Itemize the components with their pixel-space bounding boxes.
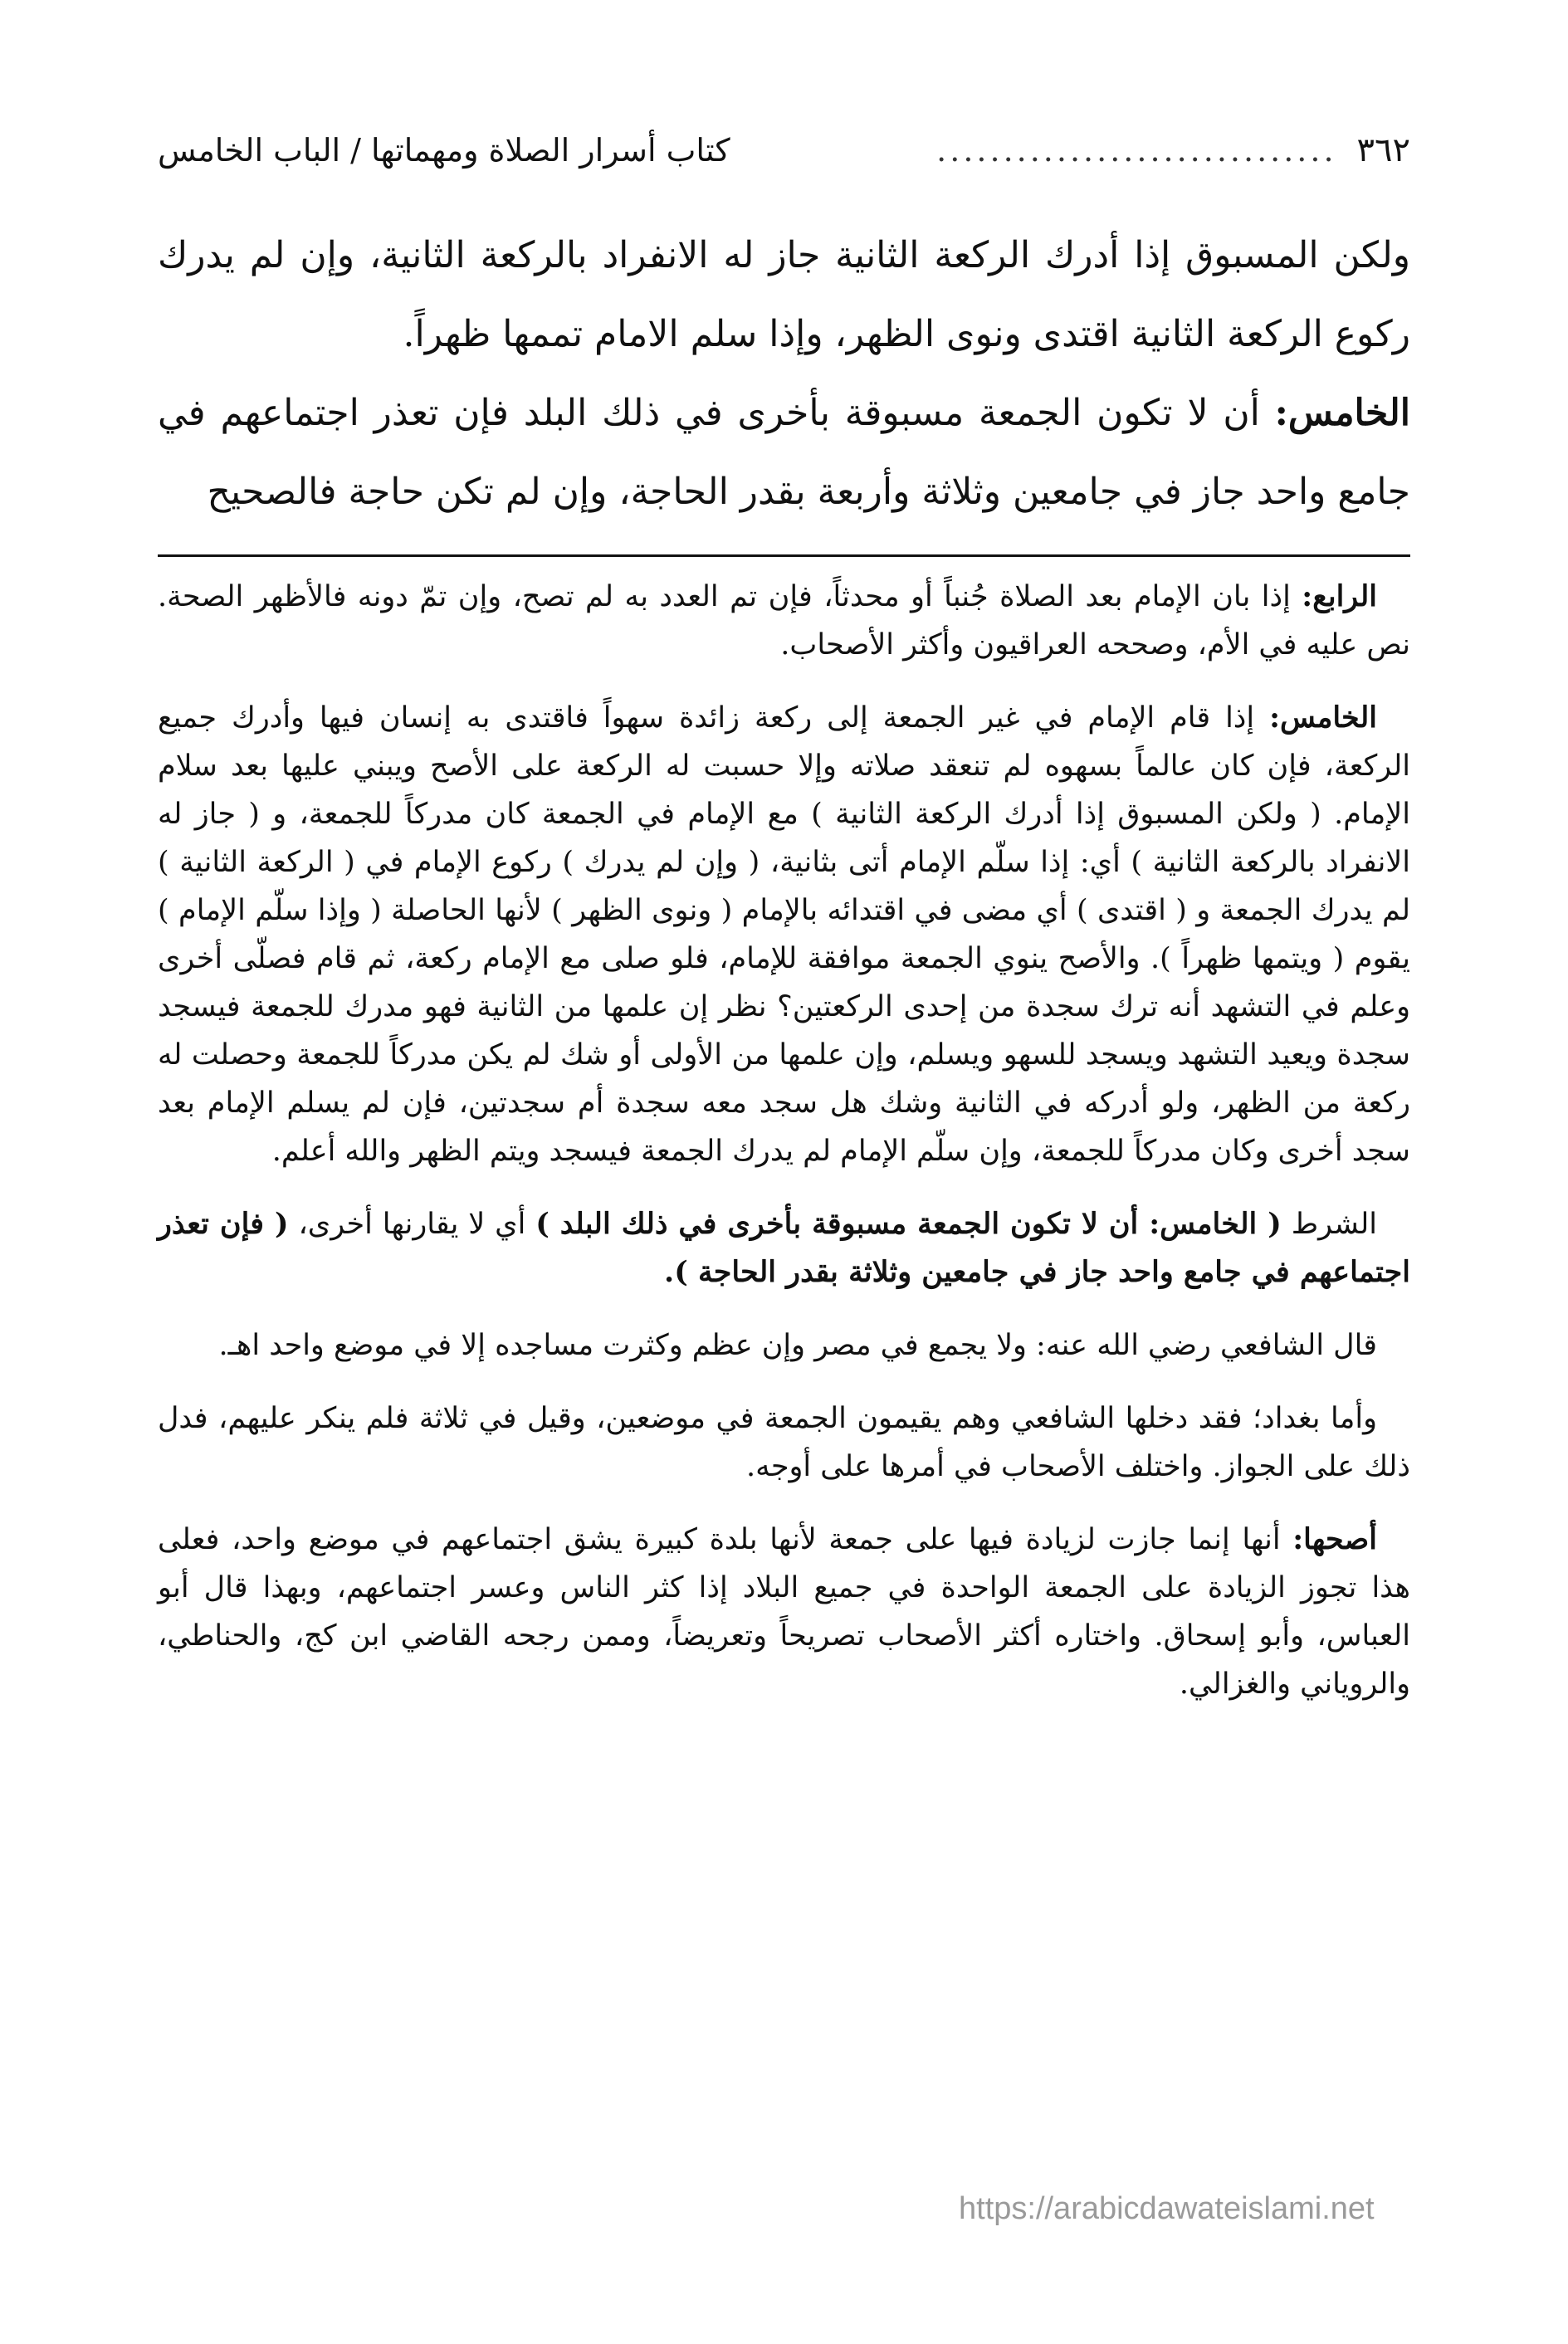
header-leader-dots: .............................. — [936, 132, 1337, 168]
chapter-title: كتاب أسرار الصلاة ومهماتها / الباب الخامس — [158, 132, 730, 168]
note-3-quote-1: ( الخامس: أن لا تكون الجمعة مسبوقة بأخرى في ذلك البلد ) — [535, 1207, 1282, 1241]
note-paragraph-1 — [158, 573, 1410, 669]
note-6-lead: أصحها: — [1292, 1522, 1377, 1556]
note-6-text: أنها إنما جازت لزيادة فيها على جمعة لأنها بلدة كبيرة يشق اجتماعهم في موضع واحد، فعلى هذا تجوز الزيادة على الجمعة الواحدة في جميع البلاد إذا كثر الناس وعسر اجتماعهم، وبهذا قال أبو العباس، وأبو إسحاق. واختاره أكثر الأصحاب تصريحاً وتعريضاً، وممن رجحه القاضي ابن كج، والحناطي، والروياني والغزالي. — [158, 1523, 1410, 1701]
commentary-section — [158, 573, 1410, 1733]
watermark-url: https://arabicdawateislami.net — [959, 2191, 1375, 2226]
main-paragraph-2-lead: الخامس: — [1274, 392, 1410, 434]
note-1-text: إذا بان الإمام بعد الصلاة جُنباً أو محدثاً، فإن تم العدد به لم تصح، وإن تمّ دونه فالأظهر الصحة. نص عليه في الأم، وصححه العراقيون وأكثر الأصحاب. — [158, 580, 1410, 662]
note-2-lead: الخامس: — [1269, 701, 1377, 735]
note-3-pre: الشرط — [1281, 1208, 1377, 1241]
note-1-lead: الرابع: — [1302, 579, 1377, 613]
note-2-text: إذا قام الإمام في غير الجمعة إلى ركعة زائدة سهواً فاقتدى به إنسان فيها وأدرك جميع الركعة، فإن كان عالماً بسهوه لم تنعقد صلاته وإلا حسبت له الركعة على الأصح ويبني عليها بعد سلام الإمام. ( ولكن المسبوق إذا أدرك الركعة الثانية ) مع الإمام في الجمعة كان مدركاً للجمعة، و ( جاز له الانفراد بالركعة الثانية ) أي: إذا سلّم الإمام أتى بثانية، ( وإن لم يدرك ) ركوع الإمام في ( الركعة الثانية ) لم يدرك الجمعة و ( اقتدى ) أي مضى في اقتدائه بالإمام ( ونوى الظهر ) لأنها الحاصلة ( وإذا سلّم الإمام ) يقوم ( ويتمها ظهراً ). والأصح ينوي الجمعة موافقة للإمام، فلو صلى مع الإمام ركعة، ثم قام فصلّى أخرى وعلم في التشهد أنه ترك سجدة من إحدى الركعتين؟ نظر إن علمها من الثانية فهو مدرك للجمعة فيسجد سجدة ويعيد التشهد ويسجد للسهو ويسلم، وإن علمها من الأولى أو شك لم يكن مدركاً للجمعة وحصلت له ركعة من الظهر، ولو أدركه في الثانية وشك هل سجد معه سجدة أم سجدتين، فإن لم يسلم الإمام بعد سجد أخرى وكان مدركاً للجمعة، وإن سلّم الإمام لم يدرك الجمعة فيسجد ويتم الظهر والله أعلم. — [158, 701, 1410, 1168]
running-header — [158, 131, 1410, 169]
main-paragraph-2-text: أن لا تكون الجمعة مسبوقة بأخرى في ذلك البلد فإن تعذر اجتماعهم في جامع واحد جاز في جامعين وثلاثة وأربعة بقدر الحاجة، وإن لم تكن حاجة فالصحيح — [158, 392, 1410, 513]
note-3-mid: أي لا يقارنها أخرى، — [288, 1208, 536, 1241]
note-paragraph-5: وأما بغداد؛ فقد دخلها الشافعي وهم يقيمون الجمعة في موضعين، وقيل في ثلاثة فلم ينكر عليهم، فدل ذلك على الجواز. واختلف الأصحاب في أمرها على أوجه. — [158, 1402, 1410, 1483]
note-3-quote-2: ( فإن تعذر اجتماعهم في جامع واحد جاز في جامعين وثلاثة بقدر الحاجة ). — [158, 1207, 1410, 1289]
note-paragraph-4: قال الشافعي رضي الله عنه: ولا يجمع في مصر وإن عظم وكثرت مساجده إلا في موضع واحد اهـ. — [218, 1329, 1377, 1362]
main-paragraph-1: ولكن المسبوق إذا أدرك الركعة الثانية جاز له الانفراد بالركعة الثانية، وإن لم يدرك ركوع الركعة الثانية اقتدى ونوى الظهر، وإذا سلم الامام تممها ظهراً. — [158, 234, 1410, 355]
main-paragraph-2 — [158, 374, 1410, 531]
page-number: ٣٦٢ — [1356, 131, 1410, 169]
note-paragraph-6 — [158, 1516, 1410, 1708]
footnote-divider — [158, 554, 1410, 557]
note-paragraph-3 — [158, 1200, 1410, 1297]
note-paragraph-2 — [158, 694, 1410, 1175]
main-text — [158, 216, 1410, 531]
